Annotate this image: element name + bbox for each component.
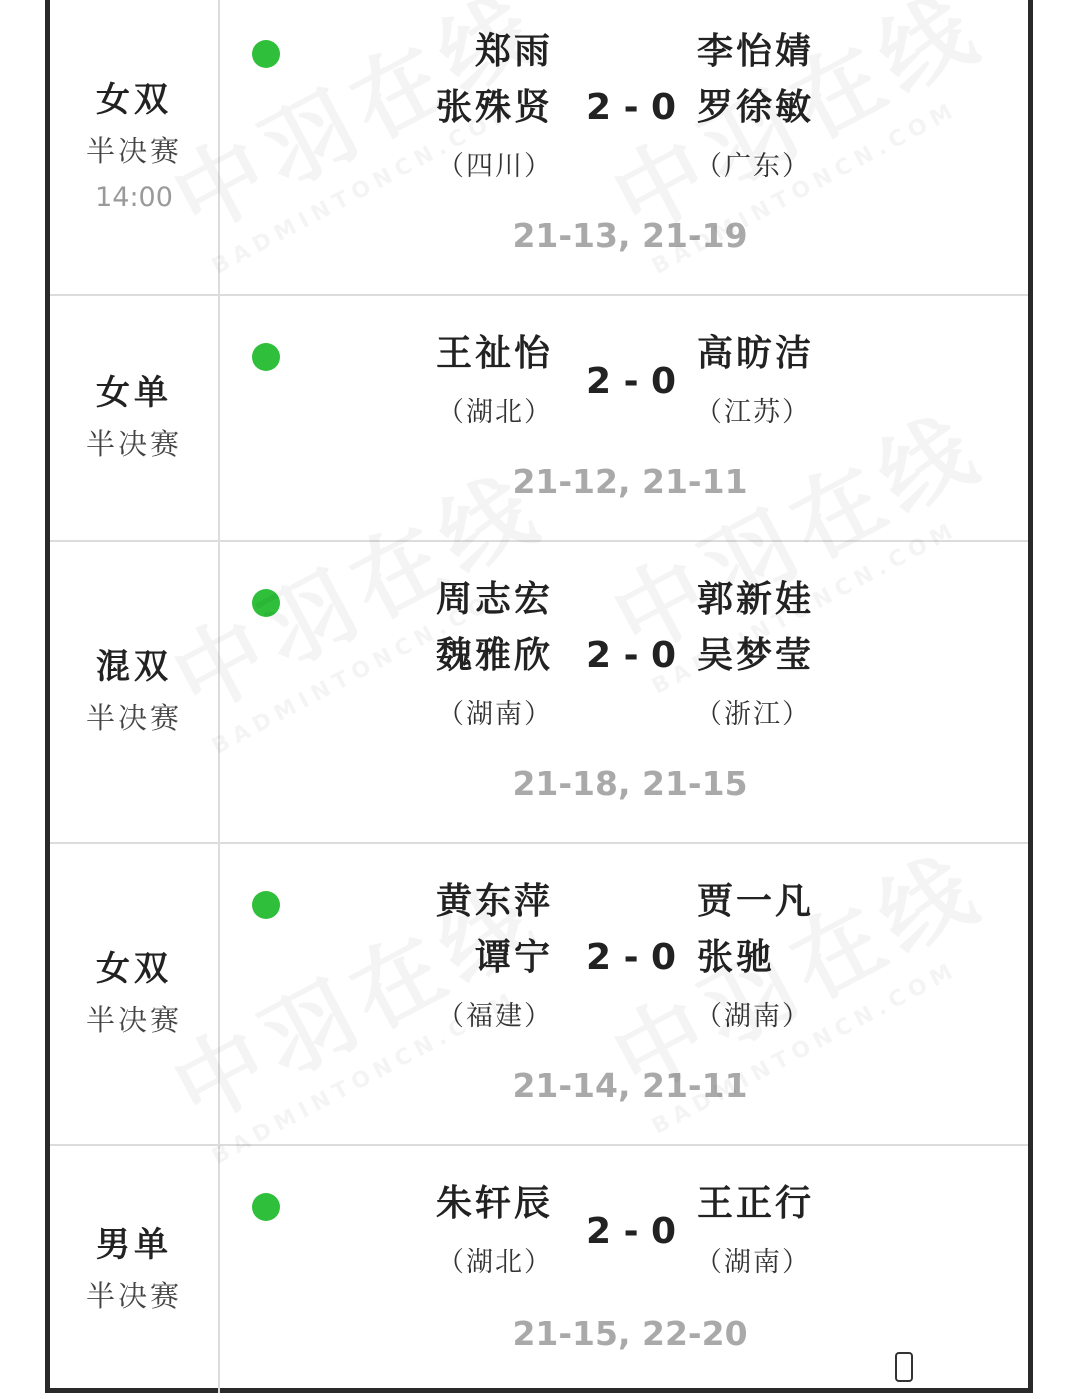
right-player-name: 高昉洁: [697, 333, 815, 374]
live-status-icon: [252, 343, 280, 371]
right-player-name: 李怡婧: [697, 31, 815, 72]
match-score: 2 - 0: [586, 1211, 677, 1252]
left-player-name: 黄东萍: [435, 881, 553, 922]
left-player-name: 魏雅欣: [435, 635, 553, 676]
round-label: 半决赛: [85, 1278, 182, 1313]
left-player-name: 朱轩辰: [435, 1183, 553, 1224]
right-player-name: 王正行: [697, 1183, 815, 1224]
event-label: 女双: [96, 949, 172, 989]
round-label: 半决赛: [85, 134, 182, 168]
left-player-name: 张殊贤: [435, 87, 553, 128]
right-player-name: 贾一凡: [697, 881, 815, 922]
left-player-name: 郑雨: [474, 31, 553, 72]
game-scores: 21-18, 21-15: [512, 764, 748, 803]
match-row[interactable]: [50, 1146, 1028, 1393]
match-score: 2 - 0: [586, 635, 677, 676]
scroll-handle[interactable]: [895, 1352, 913, 1382]
left-player-name: 周志宏: [435, 579, 553, 620]
right-player-name: 罗徐敏: [697, 87, 815, 128]
round-label: 半决赛: [85, 1003, 182, 1037]
right-player-name: 郭新娃: [697, 579, 815, 620]
game-scores: 21-12, 21-11: [512, 462, 748, 501]
right-province: （广东）: [695, 151, 811, 182]
left-province: （湖北）: [437, 1247, 553, 1278]
event-label: 男单: [96, 1224, 172, 1265]
match-score: 2 - 0: [586, 361, 677, 402]
match-score: 2 - 0: [586, 87, 677, 128]
right-player-name: 张驰: [697, 937, 776, 978]
left-province: （湖北）: [437, 397, 553, 428]
left-player-name: 谭宁: [474, 937, 553, 978]
event-cell: [50, 1146, 220, 1393]
left-province: （湖南）: [437, 699, 553, 730]
right-province: （浙江）: [695, 699, 811, 730]
event-label: 女单: [96, 373, 172, 413]
game-scores: 21-15, 22-20: [512, 1314, 748, 1353]
live-status-icon: [252, 891, 280, 919]
right-province: （湖南）: [695, 1001, 811, 1032]
game-scores: 21-13, 21-19: [512, 216, 748, 255]
round-label: 半决赛: [85, 701, 182, 735]
left-province: （四川）: [437, 151, 553, 182]
round-label: 半决赛: [85, 427, 182, 461]
right-province: （湖南）: [695, 1247, 811, 1278]
match-time: 14:00: [95, 182, 173, 213]
game-scores: 21-14, 21-11: [512, 1066, 748, 1105]
right-player-name: 吴梦莹: [697, 635, 815, 676]
live-status-icon: [252, 1193, 280, 1221]
live-status-icon: [252, 40, 280, 68]
left-province: （福建）: [437, 1001, 553, 1032]
event-label: 混双: [96, 647, 172, 687]
event-label: 女双: [96, 80, 172, 120]
right-province: （江苏）: [695, 397, 811, 428]
event-cell: [50, 296, 220, 540]
match-score: 2 - 0: [586, 937, 677, 978]
left-player-name: 王祉怡: [435, 333, 553, 374]
